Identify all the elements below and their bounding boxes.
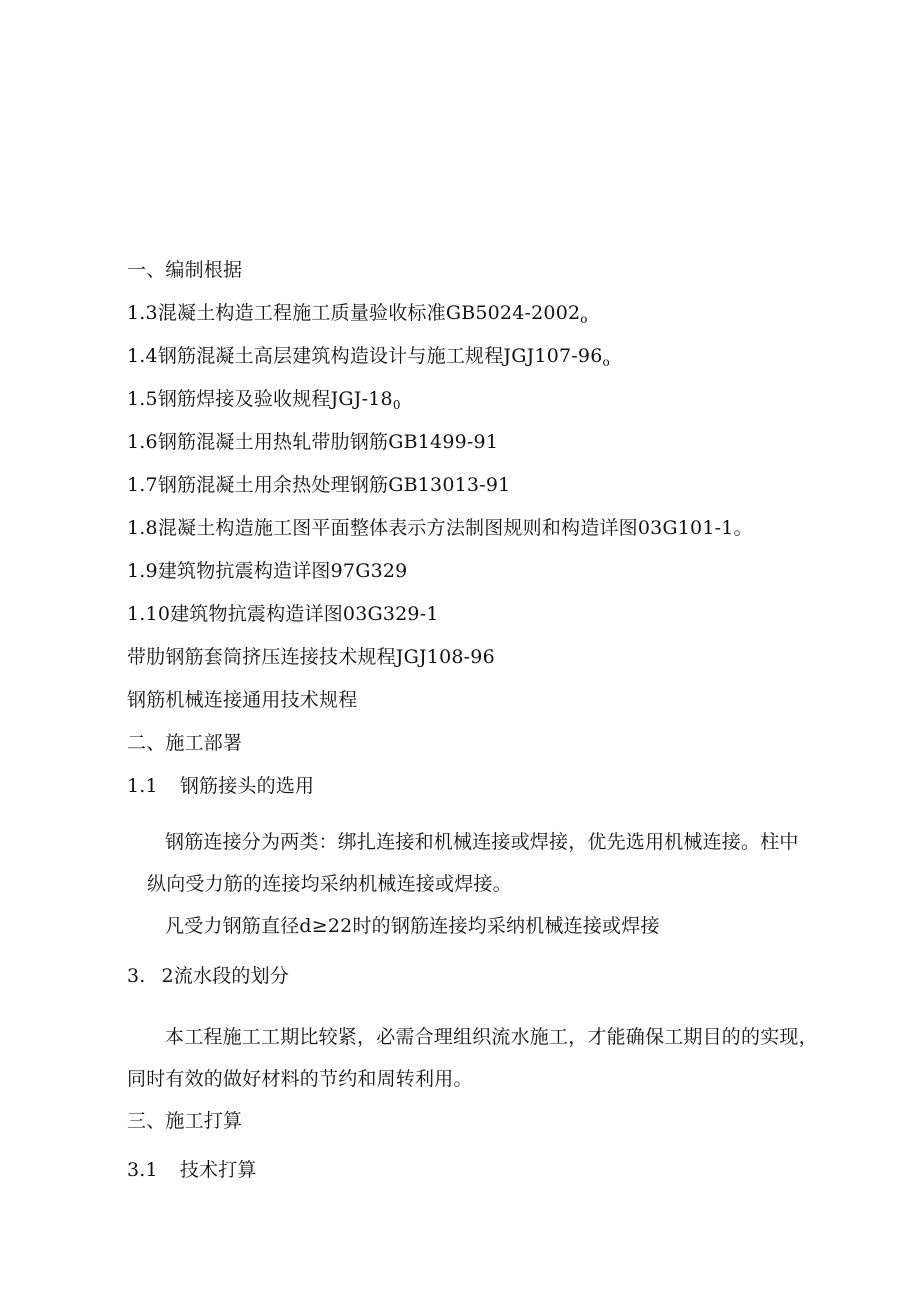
paragraph-joint-selection-line-1: 钢筋连接分为两类：绑扎连接和机械连接或焊接，优先选用机械连接。柱中	[165, 831, 799, 853]
subsection-number: 3.1	[127, 1159, 158, 1181]
reference-item-1-8: 1.8混凝土构造施工图平面整体表示方法制图规则和构造详图03G101-1。	[127, 517, 753, 539]
subsection-heading-1-1	[127, 774, 314, 798]
reference-item-mechanical-connection: 钢筋机械连接通用技术规程	[127, 689, 358, 711]
paragraph-flow-section-line-1: 本工程施工工期比较紧，必需合理组织流水施工，才能确保工期目的的实现，	[165, 1026, 818, 1048]
reference-item-1-5	[127, 387, 401, 417]
reference-item-1-3	[127, 301, 588, 331]
paragraph-diameter-rule: 凡受力钢筋直径d≥22时的钢筋连接均采纳机械连接或焊接	[165, 915, 660, 937]
reference-item-1-9: 1.9建筑物抗震构造详图97G329	[127, 560, 408, 582]
subsection-number: 1.1	[127, 775, 158, 797]
section-heading-3: 三、施工打算	[127, 1110, 243, 1132]
reference-item-jgj108: 带肋钢筋套筒挤压连接技术规程JGJ108-96	[127, 646, 495, 668]
reference-text: 1.5钢筋焊接及验收规程JGJ-18	[127, 388, 393, 410]
paragraph-flow-section-line-2: 同时有效的做好材料的节约和周转利用。	[127, 1068, 473, 1090]
section-heading-2: 二、施工部署	[127, 732, 243, 754]
reference-text: 1.4钢筋混凝土高层建筑构造设计与施工规程JGJ107-96	[127, 345, 603, 367]
reference-item-1-10: 1.10建筑物抗震构造详图03G329-1	[127, 603, 439, 625]
paragraph-joint-selection-line-2: 纵向受力筋的连接均采纳机械连接或焊接。	[147, 873, 512, 895]
subsection-title: 技术打算	[179, 1159, 257, 1181]
section-heading-1: 一、编制根据	[127, 259, 243, 281]
reference-text: 1.3混凝土构造工程施工质量验收标准GB5024-2002	[127, 302, 581, 324]
reference-suffix: o	[580, 312, 588, 326]
reference-item-1-4	[127, 344, 610, 374]
subsection-title: 2流水段的划分	[161, 965, 290, 987]
subsection-heading-3-2	[127, 964, 289, 988]
reference-item-1-6: 1.6钢筋混凝土用热轧带肋钢筋GB1499-91	[127, 431, 499, 453]
reference-suffix: 0	[392, 398, 401, 412]
subsection-heading-3-1	[127, 1158, 257, 1182]
reference-item-1-7: 1.7钢筋混凝土用余热处理钢筋GB13013-91	[127, 474, 511, 496]
subsection-title: 钢筋接头的选用	[179, 775, 315, 797]
reference-suffix: o	[602, 355, 610, 369]
subsection-number: 3.	[127, 965, 146, 987]
